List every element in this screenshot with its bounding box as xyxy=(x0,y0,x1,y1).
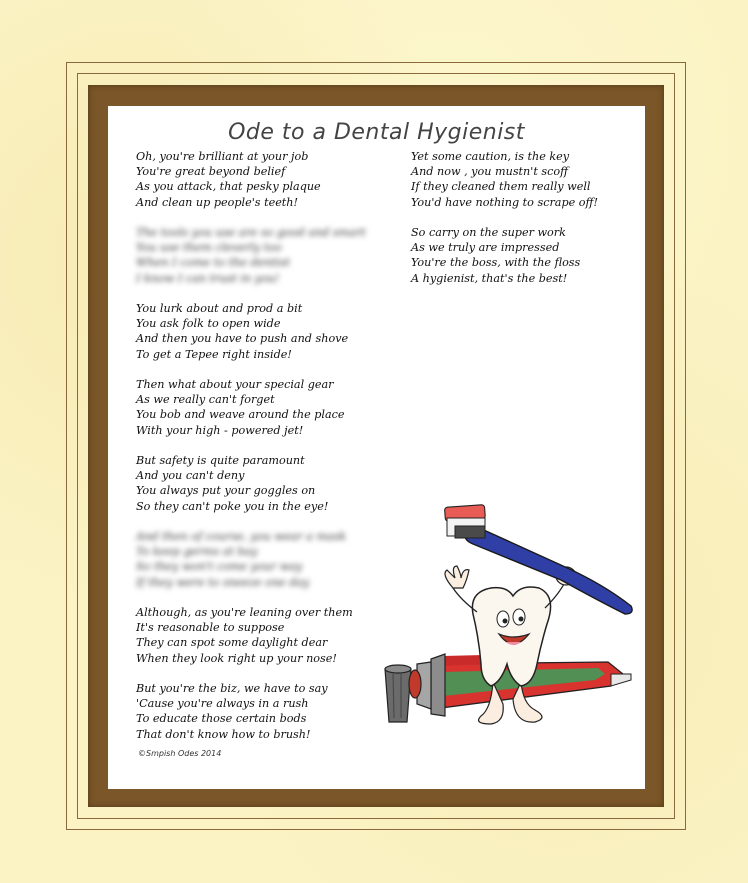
poem-line: You bob and weave around the place xyxy=(136,408,345,422)
poem-line: You're the boss, with the floss xyxy=(411,256,581,270)
poem-line: You always put your goggles on xyxy=(136,484,316,498)
poem-line: With your high - powered jet! xyxy=(136,423,304,437)
poem-line: Then what about your special gear xyxy=(136,378,334,391)
poem-line: To get a Tepee right inside! xyxy=(136,347,292,361)
stanza xyxy=(136,301,396,362)
blurred-stanza xyxy=(136,225,396,286)
poem-line: As you attack, that pesky plaque xyxy=(136,180,321,194)
tooth-toothbrush-illustration xyxy=(373,504,633,729)
poem-title: Ode to a Dental Hygienist xyxy=(228,120,525,145)
poem-line: When I come to the dentist xyxy=(136,256,290,270)
poem-line: The tools you use are so good and smart xyxy=(136,226,366,239)
poem-paper xyxy=(108,106,645,789)
copyright-text: ©Smpish Odes 2014 xyxy=(138,749,222,758)
poem-line: That don't know how to brush! xyxy=(136,727,311,741)
poem-line: It's reasonable to suppose xyxy=(136,621,285,635)
poem-line: And then of course, you wear a mask xyxy=(136,530,347,543)
poem-line: If they were to sneeze one day xyxy=(136,575,310,589)
poem-line: I know I can trust in you! xyxy=(136,271,280,285)
poem-line: To educate those certain bods xyxy=(136,712,307,726)
poem-line: So carry on the super work xyxy=(411,226,566,239)
poem-line: They can spot some daylight dear xyxy=(136,636,328,650)
poem-line: A hygienist, that's the best! xyxy=(411,271,568,285)
stanza xyxy=(136,681,396,742)
poem-line: Although, as you're leaning over them xyxy=(136,606,353,619)
poem-line: When they look right up your nose! xyxy=(136,651,337,665)
poem-line: You lurk about and prod a bit xyxy=(136,302,303,315)
poem-line: And clean up people's teeth! xyxy=(136,195,299,209)
poem-line: But safety is quite paramount xyxy=(136,454,305,467)
poem-line: You'd have nothing to scrape off! xyxy=(411,195,598,209)
poem-line: As we truly are impressed xyxy=(411,241,560,255)
poem-line: As we really can't forget xyxy=(136,393,275,407)
floss-cup-icon xyxy=(385,665,411,722)
poem-line: To keep germs at bay xyxy=(136,545,258,559)
stanza xyxy=(136,453,396,514)
poem-line: You ask folk to open wide xyxy=(136,317,281,331)
poem-line: 'Cause you're always in a rush xyxy=(136,697,309,711)
stanza xyxy=(411,225,631,286)
poem-line: And now , you mustn't scoff xyxy=(411,165,569,179)
poem-line: You use them cleverly too xyxy=(136,241,282,255)
poem-line: So they can't poke you in the eye! xyxy=(136,499,329,513)
poem-line: You're great beyond belief xyxy=(136,165,286,179)
stanza xyxy=(136,377,396,438)
stanza xyxy=(136,605,396,666)
stanza xyxy=(411,149,631,210)
stanza xyxy=(136,149,396,210)
right-column xyxy=(411,149,631,301)
poem-line: And then you have to push and shove xyxy=(136,332,349,346)
poem-line: But you're the biz, we have to say xyxy=(136,682,328,695)
poem-line: If they cleaned them really well xyxy=(411,180,591,194)
poem-line: Oh, you're brilliant at your job xyxy=(136,150,309,163)
poem-line: So they won't come your way xyxy=(136,560,303,574)
poem-line: Yet some caution, is the key xyxy=(411,150,570,163)
poem-line: And you can't deny xyxy=(136,469,245,483)
blurred-stanza xyxy=(136,529,396,590)
left-column xyxy=(136,149,396,757)
